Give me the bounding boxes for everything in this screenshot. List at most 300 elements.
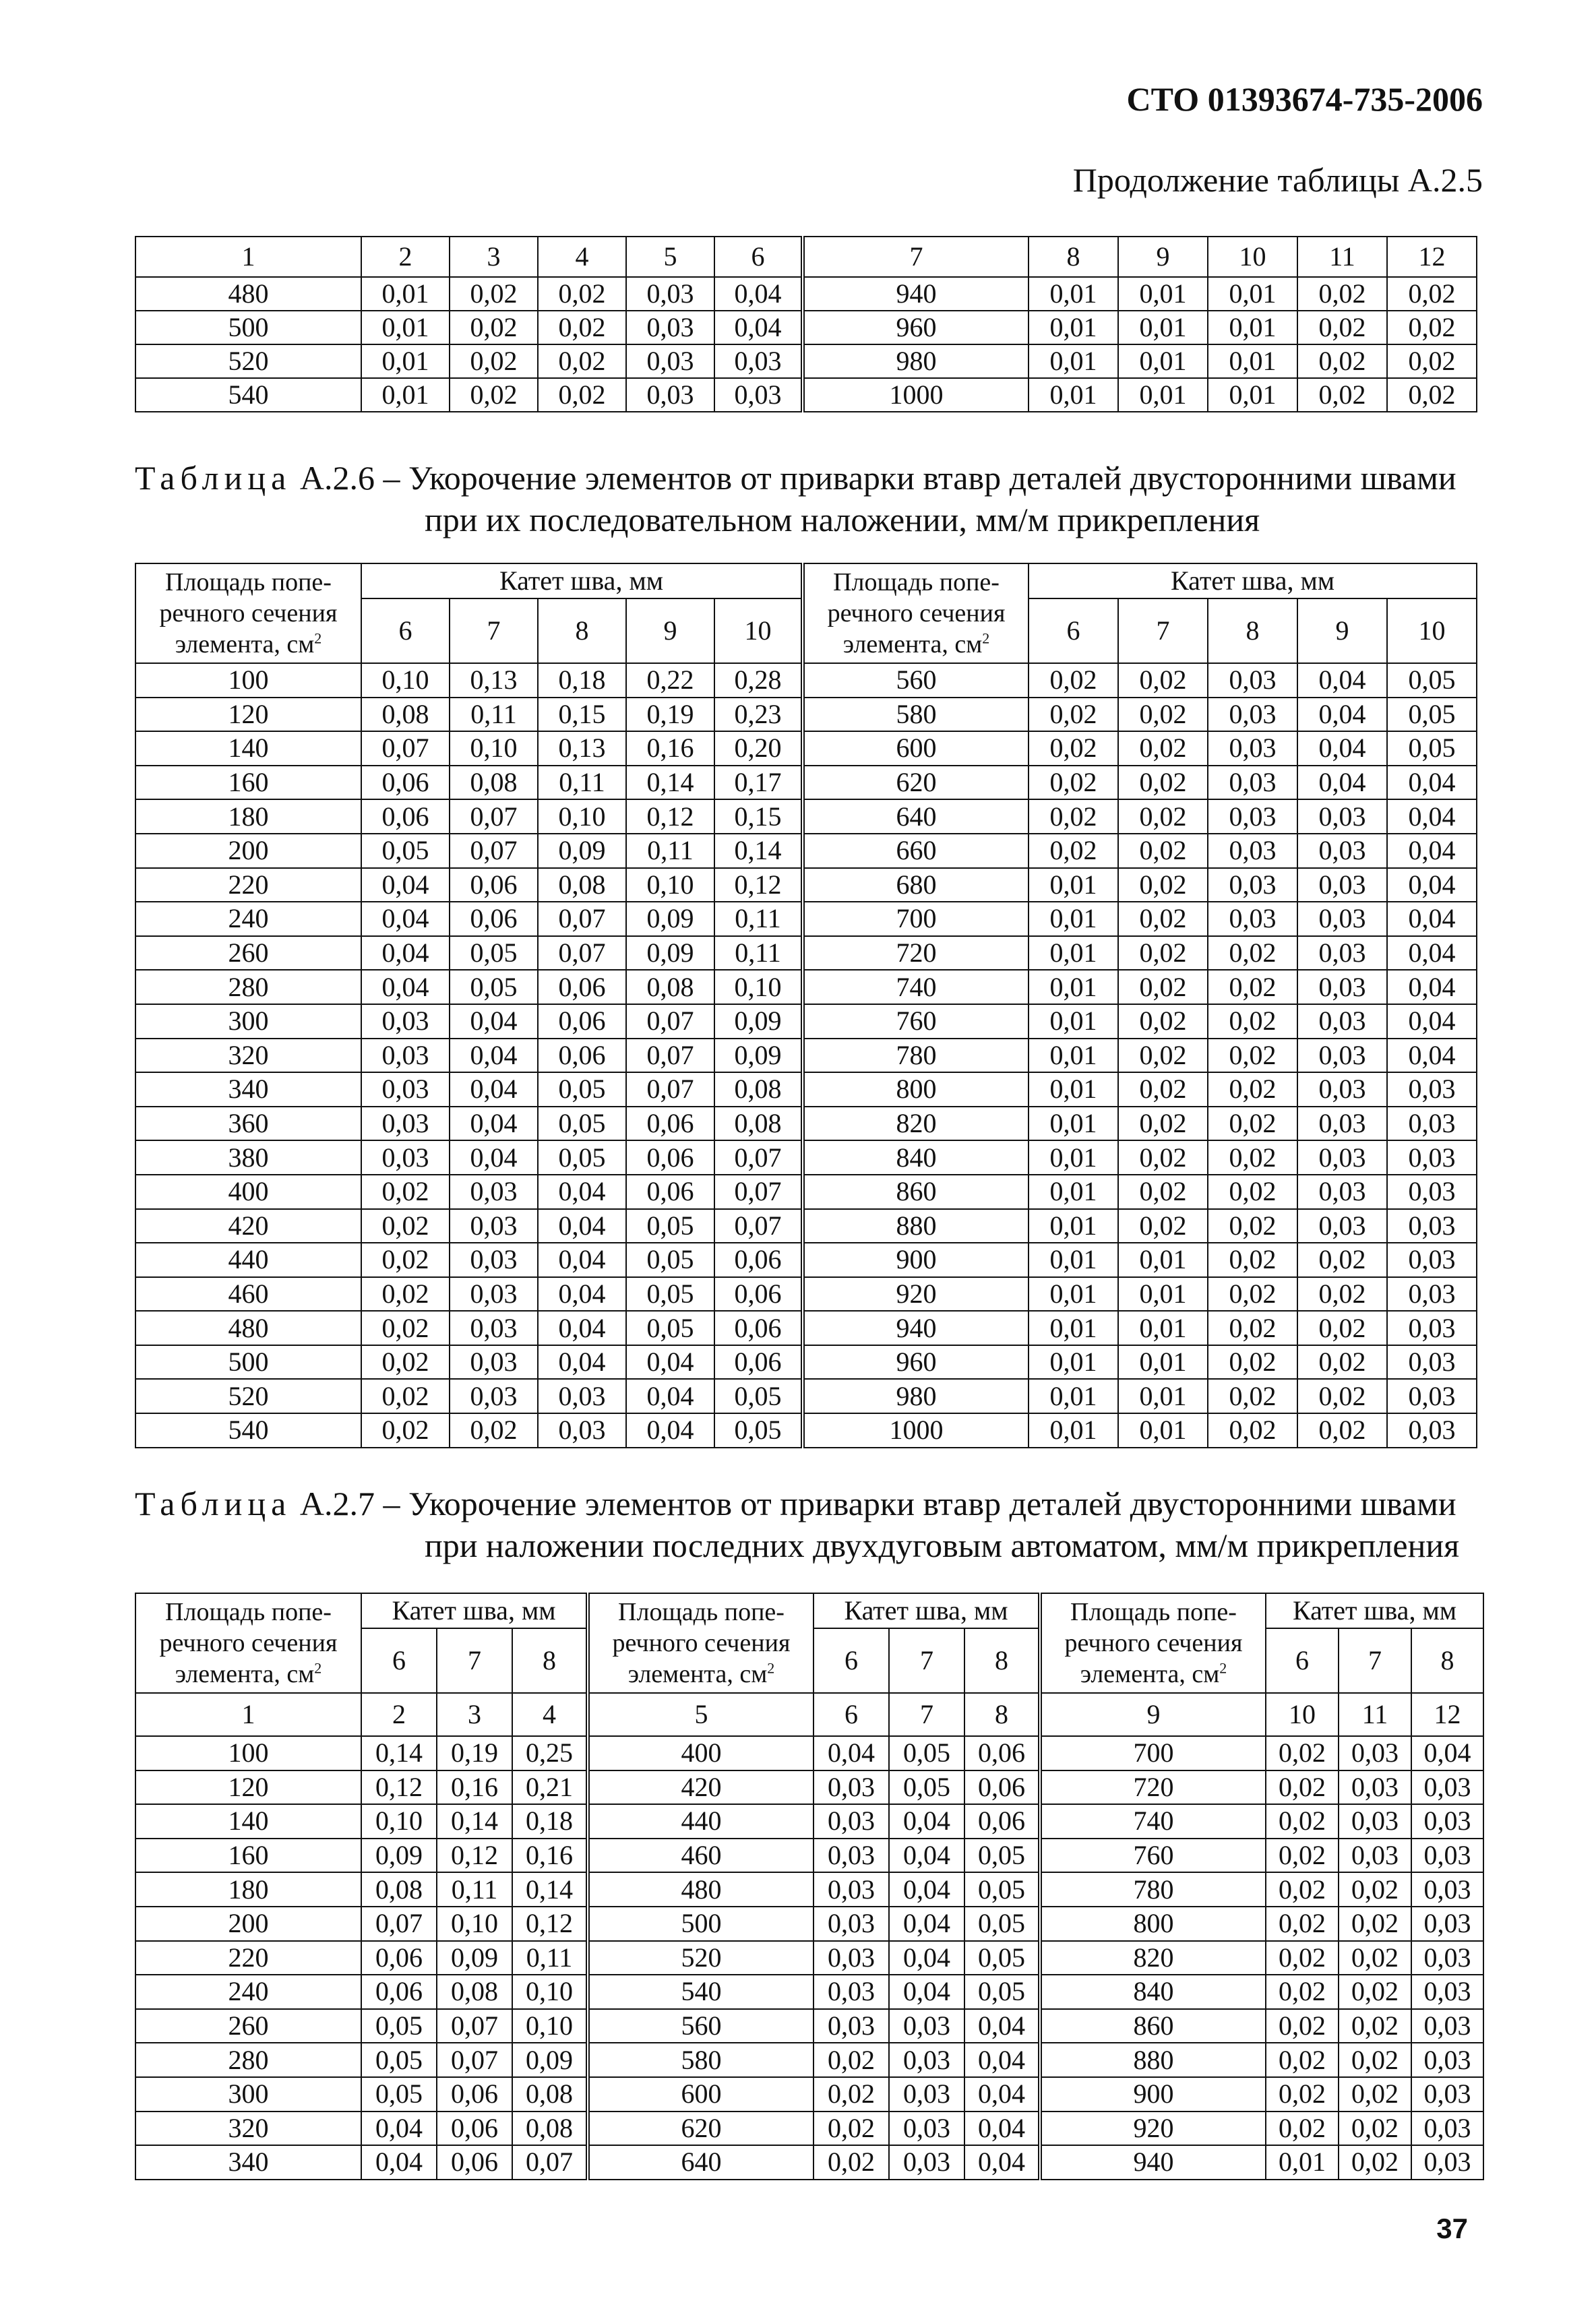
table-cell: 500 (135, 311, 361, 344)
table-cell: 0,01 (361, 277, 450, 311)
table-cell: 600 (803, 731, 1029, 766)
table-cell: 0,06 (714, 1277, 803, 1312)
table-cell: 0,01 (1029, 1277, 1118, 1312)
leg-size: 6 (1266, 1628, 1339, 1693)
table-cell: 0,04 (964, 2112, 1040, 2146)
table-cell: 0,02 (1118, 902, 1208, 936)
table-cell: 0,14 (714, 834, 803, 868)
leg-size: 8 (538, 598, 626, 663)
table-cell: 0,04 (889, 1941, 964, 1975)
table-cell: 0,04 (1297, 731, 1387, 766)
table-cell: 0,09 (437, 1941, 512, 1975)
caption-label: Таблица (135, 459, 292, 497)
table-cell: 0,12 (512, 1907, 588, 1941)
table-cell: 0,10 (512, 2009, 588, 2043)
table-cell: 800 (803, 1072, 1029, 1107)
table-cell: 0,19 (437, 1736, 512, 1770)
table-cell: 0,04 (361, 970, 450, 1004)
table-cell: 0,01 (1029, 1345, 1118, 1380)
table-cell: 0,02 (1387, 277, 1477, 311)
table-cell: 0,09 (626, 936, 714, 970)
table-cell: 0,04 (1387, 766, 1477, 800)
table-cell: 0,02 (450, 277, 538, 311)
column-number: 1 (135, 1693, 361, 1736)
table-row (135, 1770, 1483, 1805)
table-cell: 0,05 (964, 1941, 1040, 1975)
area-header-left: Площадь попе-речного сечения элемента, $см^2$ (135, 563, 361, 663)
table-cell: 0,05 (361, 2043, 437, 2077)
table-cell: 0,01 (1118, 277, 1208, 311)
table-cell: 0,02 (1208, 1107, 1297, 1141)
table-cell: 0,03 (814, 1804, 889, 1839)
caption-title-line2: при их последовательном наложении, мм/м прикрепления (425, 501, 1260, 538)
table-cell: 0,02 (1297, 1311, 1387, 1345)
table-cell: 0,04 (889, 1907, 964, 1941)
table-cell: 0,04 (626, 1413, 714, 1448)
table-cell: 0,01 (1029, 970, 1118, 1004)
table-cell: 0,02 (1208, 1243, 1297, 1277)
table-cell: 0,02 (361, 1175, 450, 1209)
table-cell: 0,11 (714, 936, 803, 970)
table-cell: 940 (1040, 2145, 1266, 2180)
table-cell: 160 (135, 766, 361, 800)
table-cell: 0,05 (361, 2009, 437, 2043)
table-cell: 0,04 (1387, 936, 1477, 970)
table-cell: 0,03 (1339, 1804, 1411, 1839)
table-cell: 0,04 (889, 1839, 964, 1873)
table-cell: 820 (803, 1107, 1029, 1141)
table-cell: 0,12 (437, 1839, 512, 1873)
table-cell: 0,06 (626, 1140, 714, 1175)
column-number: 10 (1208, 237, 1297, 277)
table-cell: 0,02 (1297, 378, 1387, 412)
table-cell: 0,01 (1118, 1277, 1208, 1312)
column-number: 3 (450, 237, 538, 277)
table-cell: 0,02 (538, 277, 626, 311)
table-cell: 0,03 (1387, 1413, 1477, 1448)
leg-header-right: Катет шва, мм (1029, 563, 1477, 598)
table-cell: 0,03 (1411, 2077, 1483, 2112)
leg-size: 10 (714, 598, 803, 663)
table-cell: 840 (1040, 1975, 1266, 2009)
table-cell: 0,03 (1339, 1839, 1411, 1873)
table-cell: 0,10 (437, 1907, 512, 1941)
table-cell: 0,04 (450, 1107, 538, 1141)
table-cell: 0,02 (361, 1243, 450, 1277)
table-cell: 0,06 (538, 1039, 626, 1073)
table-cell: 0,06 (361, 799, 450, 834)
table-cell: 0,25 (512, 1736, 588, 1770)
table-cell: 0,14 (626, 766, 714, 800)
table-cell: 600 (588, 2077, 814, 2112)
table-cell: 0,06 (714, 1345, 803, 1380)
table-cell: 0,04 (450, 1140, 538, 1175)
column-number: 5 (588, 1693, 814, 1736)
table-cell: 0,06 (450, 868, 538, 902)
table-cell: 0,19 (626, 698, 714, 732)
standard-code: СТО 01393674-735-2006 (1126, 80, 1483, 118)
table-cell: 0,12 (626, 799, 714, 834)
table-cell: 0,03 (1411, 1839, 1483, 1873)
table-cell: 980 (803, 1379, 1029, 1413)
table-cell: 340 (135, 2145, 361, 2180)
table-cell: 0,01 (1118, 1413, 1208, 1448)
table-cell: 0,02 (1297, 277, 1387, 311)
table-cell: 0,03 (1411, 1907, 1483, 1941)
leg-header-col3: Катет шва, мм (1266, 1593, 1483, 1628)
table-row (135, 1975, 1483, 2009)
table-cell: 0,02 (1266, 1770, 1339, 1805)
table-cell: 0,01 (1029, 344, 1118, 378)
table-cell: 0,10 (361, 1804, 437, 1839)
table-row (135, 1839, 1483, 1873)
table-cell: 0,01 (1029, 1072, 1118, 1107)
table-cell: 680 (803, 868, 1029, 902)
table-cell: 0,02 (1208, 1311, 1297, 1345)
table-cell: 0,03 (1208, 766, 1297, 800)
table-continuation-label: Продолжение таблицы А.2.5 (1072, 161, 1483, 199)
table-cell: 0,01 (1029, 1243, 1118, 1277)
table-cell: 300 (135, 1004, 361, 1039)
table-cell: 0,02 (450, 1413, 538, 1448)
table-cell: 0,07 (626, 1072, 714, 1107)
table-header-row (135, 237, 1477, 277)
table-cell: 0,03 (626, 378, 714, 412)
table-cell: 0,05 (714, 1413, 803, 1448)
table-cell: 0,02 (1339, 1941, 1411, 1975)
table-cell: 0,02 (1118, 1209, 1208, 1243)
table-cell: 0,05 (450, 936, 538, 970)
table-cell: 0,13 (538, 731, 626, 766)
leg-header-col2: Катет шва, мм (814, 1593, 1040, 1628)
table-cell: 0,04 (1387, 970, 1477, 1004)
table-cell: 0,04 (1297, 766, 1387, 800)
table-cell: 0,03 (1411, 1941, 1483, 1975)
table-cell: 0,02 (1387, 378, 1477, 412)
table-cell: 0,03 (538, 1413, 626, 1448)
table-cell: 180 (135, 799, 361, 834)
table-cell: 0,02 (1208, 1345, 1297, 1380)
table-cell: 0,03 (450, 1175, 538, 1209)
table-row (135, 799, 1477, 834)
table-cell: 0,05 (626, 1311, 714, 1345)
table-cell: 420 (135, 1209, 361, 1243)
table-cell: 360 (135, 1107, 361, 1141)
table-cell: 0,02 (1266, 1975, 1339, 2009)
table-cell: 0,04 (964, 2145, 1040, 2180)
table-cell: 0,02 (1029, 663, 1118, 698)
caption-title-line2: при наложении последних двухдуговым автоматом, мм/м прикрепления (425, 1527, 1460, 1564)
table-cell: 0,18 (512, 1804, 588, 1839)
table-cell: 0,02 (1208, 1413, 1297, 1448)
table-cell: 740 (803, 970, 1029, 1004)
table-cell: 820 (1040, 1941, 1266, 1975)
caption-number: А.2.7 – (299, 1485, 408, 1522)
table-cell: 0,03 (1387, 1072, 1477, 1107)
table-cell: 0,08 (512, 2077, 588, 2112)
table-cell: 0,03 (1208, 799, 1297, 834)
column-number: 4 (512, 1693, 588, 1736)
table-cell: 0,04 (538, 1209, 626, 1243)
table-cell: 0,03 (1297, 868, 1387, 902)
leg-header-col1: Катет шва, мм (361, 1593, 588, 1628)
table-cell: 500 (588, 1907, 814, 1941)
table-cell: 0,04 (361, 902, 450, 936)
table-cell: 0,20 (714, 731, 803, 766)
table-cell: 620 (803, 766, 1029, 800)
table-cell: 0,01 (1029, 1175, 1118, 1209)
table-row (135, 2043, 1483, 2077)
table-cell: 0,03 (1208, 698, 1297, 732)
table-cell: 0,02 (1208, 1004, 1297, 1039)
table-cell: 0,03 (1411, 1804, 1483, 1839)
table-cell: 480 (135, 277, 361, 311)
table-cell: 0,03 (814, 2009, 889, 2043)
table-cell: 0,03 (714, 378, 803, 412)
table-cell: 520 (135, 1379, 361, 1413)
table-cell: 0,04 (814, 1736, 889, 1770)
table-cell: 0,02 (1118, 1039, 1208, 1073)
table-cell: 0,04 (626, 1379, 714, 1413)
table-cell: 0,02 (1118, 698, 1208, 732)
table-cell: 1000 (803, 378, 1029, 412)
table-cell: 0,08 (538, 868, 626, 902)
table-cell: 0,03 (814, 1975, 889, 2009)
column-number: 11 (1297, 237, 1387, 277)
area-header-col2: Площадь попе-речного сечения элемента, $см^2$ (588, 1593, 814, 1693)
table-cell: 0,06 (361, 1975, 437, 2009)
table-cell: 0,03 (538, 1379, 626, 1413)
table-cell: 0,02 (1118, 766, 1208, 800)
table-cell: 0,02 (1208, 1039, 1297, 1073)
table-cell: 0,02 (1266, 1736, 1339, 1770)
table-cell: 0,06 (626, 1107, 714, 1141)
table-cell: 0,02 (1208, 1072, 1297, 1107)
table-cell: 0,09 (626, 902, 714, 936)
table-cell: 440 (588, 1804, 814, 1839)
table-cell: 0,03 (1387, 1140, 1477, 1175)
table-cell: 0,03 (1387, 1107, 1477, 1141)
column-number: 5 (626, 237, 714, 277)
column-number: 12 (1387, 237, 1477, 277)
table-cell: 0,01 (1029, 868, 1118, 902)
table-cell: 0,03 (1411, 2145, 1483, 2180)
table-cell: 0,03 (450, 1277, 538, 1312)
column-number: 6 (814, 1693, 889, 1736)
table-cell: 0,05 (889, 1770, 964, 1805)
table-cell: 0,03 (1297, 1209, 1387, 1243)
table-cell: 0,14 (361, 1736, 437, 1770)
table-cell: 0,03 (1208, 663, 1297, 698)
table-cell: 0,05 (964, 1975, 1040, 2009)
table-cell: 0,11 (437, 1872, 512, 1907)
table-cell: 640 (803, 799, 1029, 834)
table-cell: 0,05 (361, 2077, 437, 2112)
table-cell: 0,02 (538, 344, 626, 378)
table-row (135, 698, 1477, 732)
table-cell: 0,02 (1297, 1379, 1387, 1413)
table-cell: 0,03 (1411, 1975, 1483, 2009)
table-cell: 0,06 (964, 1736, 1040, 1770)
table-cell: 0,02 (1297, 1243, 1387, 1277)
table-cell: 0,04 (1387, 799, 1477, 834)
table-cell: 0,01 (1118, 344, 1208, 378)
table-cell: 0,12 (361, 1770, 437, 1805)
table-cell: 0,10 (361, 663, 450, 698)
table-cell: 0,02 (814, 2112, 889, 2146)
table-cell: 0,03 (450, 1209, 538, 1243)
table-a26-caption (135, 457, 1476, 541)
table-cell: 0,03 (1387, 1311, 1477, 1345)
table-cell: 0,02 (1029, 698, 1118, 732)
table-cell: 0,03 (1411, 2112, 1483, 2146)
table-cell: 0,08 (714, 1107, 803, 1141)
area-header-right: Площадь попе-речного сечения элемента, $см^2$ (803, 563, 1029, 663)
table-cell: 540 (588, 1975, 814, 2009)
table-cell: 0,06 (626, 1175, 714, 1209)
table-a27-caption (135, 1483, 1476, 1566)
leg-size: 6 (814, 1628, 889, 1693)
table-cell: 520 (588, 1941, 814, 1975)
table-cell: 0,03 (361, 1072, 450, 1107)
table-cell: 0,02 (538, 311, 626, 344)
table-cell: 0,04 (889, 1872, 964, 1907)
table-cell: 0,05 (626, 1209, 714, 1243)
table-cell: 240 (135, 902, 361, 936)
table-cell: 0,06 (450, 902, 538, 936)
table-row (135, 1311, 1477, 1345)
table-cell: 0,02 (814, 2043, 889, 2077)
table-cell: 440 (135, 1243, 361, 1277)
table-cell: 0,02 (1266, 2077, 1339, 2112)
table-cell: 240 (135, 1975, 361, 2009)
leg-size: 6 (361, 598, 450, 663)
table-cell: 0,07 (626, 1004, 714, 1039)
area-header-col1: Площадь попе-речного сечения элемента, $см^2$ (135, 1593, 361, 1693)
table-cell: 180 (135, 1872, 361, 1907)
table-cell: 0,04 (964, 2077, 1040, 2112)
leg-size: 8 (1208, 598, 1297, 663)
table-cell: 0,02 (1339, 1907, 1411, 1941)
table-cell: 0,09 (512, 2043, 588, 2077)
table-row (135, 936, 1477, 970)
caption-title-line1: Укорочение элементов от приварки втавр деталей двусторонними швами (408, 459, 1456, 497)
table-row (135, 834, 1477, 868)
table-cell: 0,04 (1387, 902, 1477, 936)
table-cell: 0,03 (814, 1907, 889, 1941)
table-cell: 0,03 (1208, 902, 1297, 936)
table-cell: 0,03 (714, 344, 803, 378)
table-cell: 0,02 (1208, 1277, 1297, 1312)
table-cell: 0,06 (361, 766, 450, 800)
table-cell: 640 (588, 2145, 814, 2180)
table-cell: 0,06 (538, 1004, 626, 1039)
table-cell: 0,03 (1297, 1175, 1387, 1209)
table-cell: 0,10 (538, 799, 626, 834)
table-cell: 0,09 (361, 1839, 437, 1873)
table-cell: 0,03 (1208, 834, 1297, 868)
table-cell: 0,09 (538, 834, 626, 868)
table-cell: 0,03 (361, 1039, 450, 1073)
table-cell: 0,06 (437, 2112, 512, 2146)
table-cell: 0,08 (512, 2112, 588, 2146)
table-cell: 0,05 (964, 1872, 1040, 1907)
table-cell: 0,04 (538, 1311, 626, 1345)
table-cell: 0,06 (714, 1311, 803, 1345)
table-cell: 0,01 (1029, 1209, 1118, 1243)
table-cell: 1000 (803, 1413, 1029, 1448)
table-cell: 0,07 (714, 1140, 803, 1175)
table-cell: 0,04 (450, 1072, 538, 1107)
table-row (135, 1907, 1483, 1941)
table-cell: 0,07 (437, 2009, 512, 2043)
table-cell: 720 (1040, 1770, 1266, 1805)
table-cell: 740 (1040, 1804, 1266, 1839)
table-cell: 0,02 (1118, 1140, 1208, 1175)
table-cell: 0,04 (1297, 663, 1387, 698)
table-cell: 0,03 (1208, 868, 1297, 902)
table-cell: 0,04 (964, 2043, 1040, 2077)
table-cell: 840 (803, 1140, 1029, 1175)
column-number: 11 (1339, 1693, 1411, 1736)
leg-size: 7 (437, 1628, 512, 1693)
table-cell: 0,04 (1387, 868, 1477, 902)
leg-size: 8 (512, 1628, 588, 1693)
table-cell: 900 (803, 1243, 1029, 1277)
table-cell: 920 (803, 1277, 1029, 1312)
table-cell: 0,02 (1297, 311, 1387, 344)
table-cell: 0,01 (361, 344, 450, 378)
table-cell: 540 (135, 1413, 361, 1448)
table-cell: 0,16 (626, 731, 714, 766)
table-cell: 720 (803, 936, 1029, 970)
table-row (135, 1379, 1477, 1413)
table-cell: 940 (803, 1311, 1029, 1345)
table-cell: 120 (135, 1770, 361, 1805)
table-cell: 0,01 (1029, 1004, 1118, 1039)
table-cell: 0,11 (512, 1941, 588, 1975)
table-cell: 0,07 (361, 1907, 437, 1941)
column-number: 7 (803, 237, 1029, 277)
table-cell: 0,03 (1387, 1209, 1477, 1243)
table-cell: 0,03 (361, 1004, 450, 1039)
table-cell: 0,04 (889, 1975, 964, 2009)
table-cell: 0,02 (1339, 2077, 1411, 2112)
table-cell: 0,05 (889, 1736, 964, 1770)
table-cell: 0,03 (361, 1140, 450, 1175)
table-cell: 0,16 (512, 1839, 588, 1873)
table-cell: 0,02 (1266, 1804, 1339, 1839)
table-cell: 320 (135, 1039, 361, 1073)
column-number: 3 (437, 1693, 512, 1736)
table-cell: 220 (135, 1941, 361, 1975)
table-cell: 0,03 (626, 311, 714, 344)
table-cell: 0,04 (538, 1175, 626, 1209)
table-cell: 0,03 (1387, 1243, 1477, 1277)
table-cell: 0,21 (512, 1770, 588, 1805)
caption-label: Таблица (135, 1485, 292, 1522)
table-cell: 0,01 (1029, 1311, 1118, 1345)
table-cell: 420 (588, 1770, 814, 1805)
table-cell: 0,04 (450, 1039, 538, 1073)
column-number: 9 (1118, 237, 1208, 277)
area-header-col3: Площадь попе-речного сечения элемента, $см^2$ (1040, 1593, 1266, 1693)
table-cell: 0,03 (450, 1345, 538, 1380)
table-cell: 0,02 (1339, 2112, 1411, 2146)
table-cell: 0,03 (889, 2009, 964, 2043)
table-cell: 900 (1040, 2077, 1266, 2112)
table-cell: 0,07 (450, 799, 538, 834)
